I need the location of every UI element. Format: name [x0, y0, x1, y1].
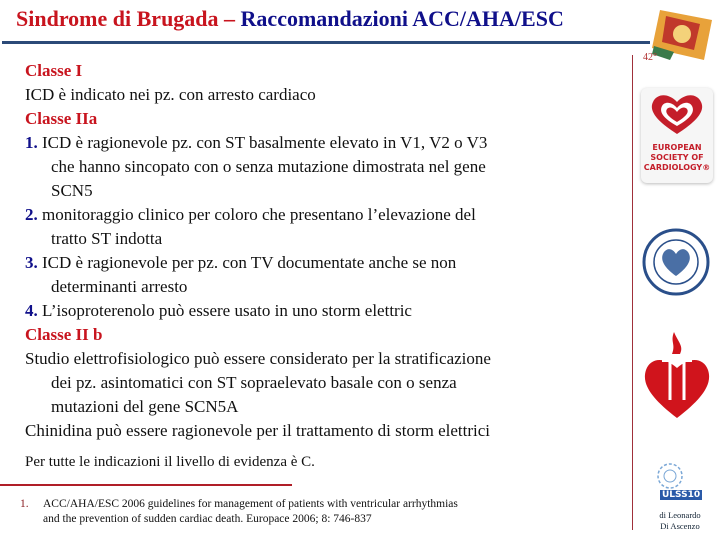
class-iib-text: mutazioni del gene SCN5A	[51, 397, 239, 416]
title-part1: Sindrome di Brugada –	[16, 6, 236, 31]
esc-text: EUROPEAN	[652, 143, 702, 152]
item-text: determinanti arresto	[51, 277, 188, 296]
title-part2: Raccomandazioni ACC/AHA/ESC	[240, 6, 564, 31]
item-2	[25, 203, 491, 227]
author-credit	[654, 510, 706, 532]
item-3	[25, 251, 491, 275]
item-text: L’isoproterenolo può essere usato in uno storm elettric	[42, 301, 412, 320]
chinidina-text: Chinidina può essere ragionevole per il trattamento di storm elettrici	[25, 421, 491, 440]
reference	[20, 497, 458, 527]
item-4	[25, 299, 491, 323]
acc-seal-logo	[642, 228, 710, 296]
item-number: 4.	[25, 301, 38, 320]
credit-line: Di Ascenzo	[660, 521, 700, 531]
reference-text: ACC/AHA/ESC 2006 guidelines for management of patients with ventricular arrhythmias	[43, 498, 458, 510]
esc-text: SOCIETY OF	[650, 153, 704, 162]
heart-icon	[641, 88, 713, 138]
item-text: SCN5	[51, 181, 93, 200]
slide-body	[25, 59, 491, 443]
item-number: 1.	[25, 133, 38, 152]
class-i-text: ICD è indicato nei pz. con arresto cardiaco	[25, 85, 316, 104]
item-text: ICD è ragionevole pz. con ST basalmente elevato in V1, V2 o V3	[42, 133, 488, 152]
item-1	[25, 131, 491, 155]
congress-number: 42°	[643, 52, 657, 63]
reference-text: and the prevention of sudden cardiac death. Europace 2006; 8: 746-837	[43, 513, 372, 525]
credit-line: di Leonardo	[659, 510, 701, 520]
evidence-note: Per tutte le indicazioni il livello di evidenza è C.	[25, 454, 315, 470]
item-text: che hanno sincopato con o senza mutazione dimostrata nel gene	[51, 157, 486, 176]
esc-logo	[641, 88, 713, 183]
vertical-divider	[632, 55, 633, 530]
title-rule	[2, 41, 650, 44]
reference-number: 1.	[20, 498, 29, 510]
class-iia-heading: Classe IIa	[25, 109, 98, 128]
ulss-text: ULSS10	[662, 490, 701, 500]
congress-logo	[640, 2, 718, 78]
class-i-heading: Classe I	[25, 61, 83, 80]
item-number: 2.	[25, 205, 38, 224]
item-text: tratto ST indotta	[51, 229, 163, 248]
ulss-logo	[650, 462, 706, 504]
footnote-rule	[0, 484, 292, 486]
slide-title	[16, 6, 564, 32]
class-iib-text: Studio elettrofisiologico può essere considerato per la stratificazione	[25, 349, 491, 368]
item-text: ICD è ragionevole per pz. con TV documentate anche se non	[42, 253, 457, 272]
aha-logo	[640, 330, 714, 420]
class-iib-heading: Classe II b	[25, 325, 103, 344]
item-text: monitoraggio clinico per coloro che presentano l’elevazione del	[42, 205, 476, 224]
esc-text: CARDIOLOGY®	[643, 163, 711, 172]
item-number: 3.	[25, 253, 38, 272]
class-iib-text: dei pz. asintomatici con ST sopraelevato basale con o senza	[51, 373, 457, 392]
